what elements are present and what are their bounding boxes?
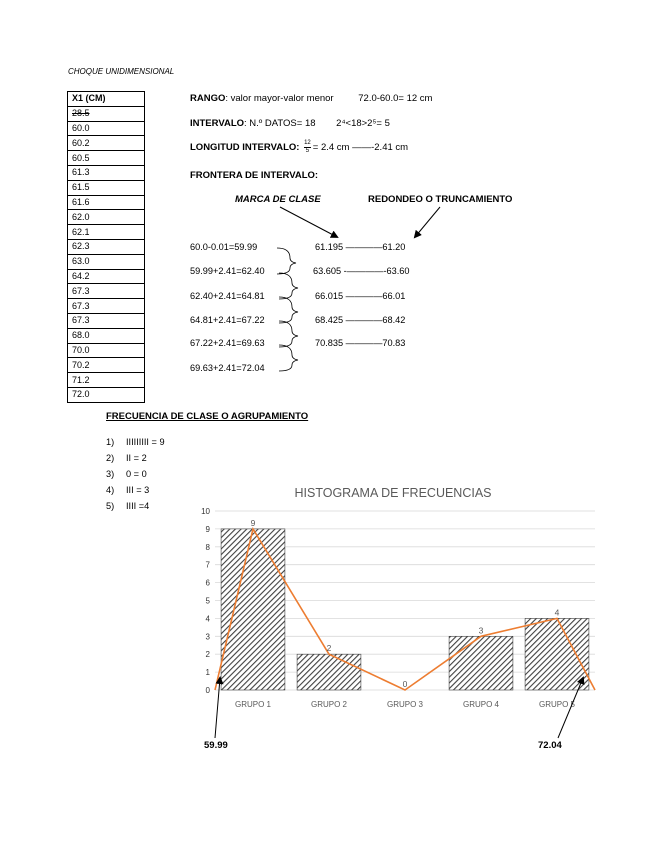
table-cell: 67.3 — [68, 284, 145, 299]
rango-result: 72.0-60.0= 12 cm — [358, 93, 433, 104]
frontier-value: 69.63+2.41=72.04 — [190, 363, 265, 373]
y-tick-label: 10 — [201, 507, 210, 516]
data-label: 4 — [554, 607, 560, 618]
longitud-line: LONGITUD INTERVALO: $\frac{12}{5}$ = 2.4 cm ——-2.41 cm — [190, 140, 409, 154]
histogram-bar — [525, 618, 589, 690]
frequency-title: FRECUENCIA DE CLASE O AGRUPAMIENTO — [106, 411, 309, 422]
y-tick-label: 4 — [205, 614, 210, 624]
class-mark: 66.015 ————66.01 — [315, 291, 406, 301]
table-cell: 70.2 — [68, 358, 145, 373]
table-cell: 67.3 — [68, 299, 145, 314]
frontier-value: 62.40+2.41=64.81 — [190, 291, 265, 301]
table-cell: 60.0 — [68, 121, 145, 136]
intervalo-label: INTERVALO — [190, 118, 245, 129]
x-tick-label: GRUPO 3 — [386, 700, 424, 709]
table-cell: 72.0 — [68, 387, 145, 402]
x-tick-label: GRUPO 2 — [310, 700, 348, 709]
x-tick-label: GRUPO 4 — [462, 700, 500, 709]
table-cell: 68.0 — [68, 328, 145, 343]
table-cell: 61.6 — [68, 195, 145, 210]
list-item: 1) IIIIIIIII = 9 — [106, 437, 165, 447]
table-cell: 60.2 — [68, 136, 145, 151]
class-mark: 63.605 -————-63.60 — [313, 266, 410, 276]
frontier-value: 60.0-0.01=59.99 — [190, 242, 258, 252]
data-label: 3 — [478, 625, 484, 636]
y-tick-label: 3 — [205, 632, 210, 642]
table-cell: 67.3 — [68, 313, 145, 328]
class-mark: 68.425 ————68.42 — [315, 315, 406, 325]
table-cell: 70.0 — [68, 343, 145, 358]
frontera-label: FRONTERA DE INTERVALO — [190, 170, 315, 181]
list-item: 5) IIII =4 — [106, 501, 150, 511]
table-cell: 62.0 — [68, 210, 145, 225]
histogram-bar — [449, 636, 513, 690]
table-cell: 62.3 — [68, 239, 145, 254]
y-tick-label: 8 — [205, 542, 210, 552]
rango-text: : valor mayor-valor menor — [225, 93, 334, 104]
y-tick-label: 7 — [205, 560, 210, 570]
chart-title: HISTOGRAMA DE FRECUENCIAS — [294, 486, 492, 500]
longitud-label: LONGITUD INTERVALO — [190, 142, 297, 154]
marca-de-clase-label: MARCA DE CLASE — [235, 194, 321, 205]
redondeo-label: REDONDEO O TRUNCAMIENTO — [368, 194, 513, 205]
table-cell: 61.5 — [68, 180, 145, 195]
y-tick-label: 1 — [205, 668, 210, 678]
list-item: 3) 0 = 0 — [106, 469, 147, 479]
list-item: 4) III = 3 — [106, 485, 150, 495]
rango-label: RANGO — [190, 93, 226, 104]
table-cell: 63.0 — [68, 254, 145, 269]
frontera-line: FRONTERA DE INTERVALO: — [190, 170, 319, 181]
intervalo-rule: 2⁴<18>2⁵= 5 — [336, 118, 390, 129]
table-cell: 64.2 — [68, 269, 145, 284]
y-tick-label: 6 — [205, 578, 210, 588]
y-tick-label: 5 — [205, 596, 210, 606]
end-bound-label: 72.04 — [538, 740, 562, 751]
table-cell: 71.2 — [68, 373, 145, 388]
class-mark: 61.195 ————61.20 — [315, 242, 406, 252]
y-tick-label: 0 — [205, 686, 210, 695]
class-mark: 70.835 ————70.83 — [315, 338, 406, 348]
y-tick-label: 2 — [205, 650, 210, 660]
y-tick-label: 9 — [205, 524, 210, 534]
frontier-value: 67.22+2.41=69.63 — [190, 338, 265, 348]
document-title: CHOQUE UNIDIMENSIONAL — [68, 67, 175, 76]
x-tick-label: GRUPO 1 — [234, 700, 272, 709]
data-label: 0 — [402, 679, 408, 689]
histogram-bar — [221, 529, 285, 690]
histogram-bar — [297, 654, 361, 690]
longitud-result: = 2.4 cm ——-2.41 cm — [312, 142, 409, 154]
table-cell: 60.5 — [68, 151, 145, 166]
frontier-value: 59.99+2.41=62.40 — [190, 266, 265, 276]
table-cell-struck: 28.5 — [68, 106, 145, 121]
table-cell: 62.1 — [68, 225, 145, 240]
data-label: 9 — [250, 517, 256, 528]
start-bound-label: 59.99 — [204, 740, 228, 751]
intervalo-text: : N.º DATOS= 18 — [244, 118, 316, 129]
table-header: X1 (CM) — [68, 92, 145, 107]
list-item: 2) II = 2 — [106, 453, 147, 463]
x-tick-label: GRUPO 5 — [538, 700, 576, 709]
frontier-value: 64.81+2.41=67.22 — [190, 315, 265, 325]
table-cell: 61.3 — [68, 165, 145, 180]
data-label: 2 — [326, 643, 332, 654]
longitud-fraction: $\frac{12}{5}$ — [304, 140, 311, 154]
